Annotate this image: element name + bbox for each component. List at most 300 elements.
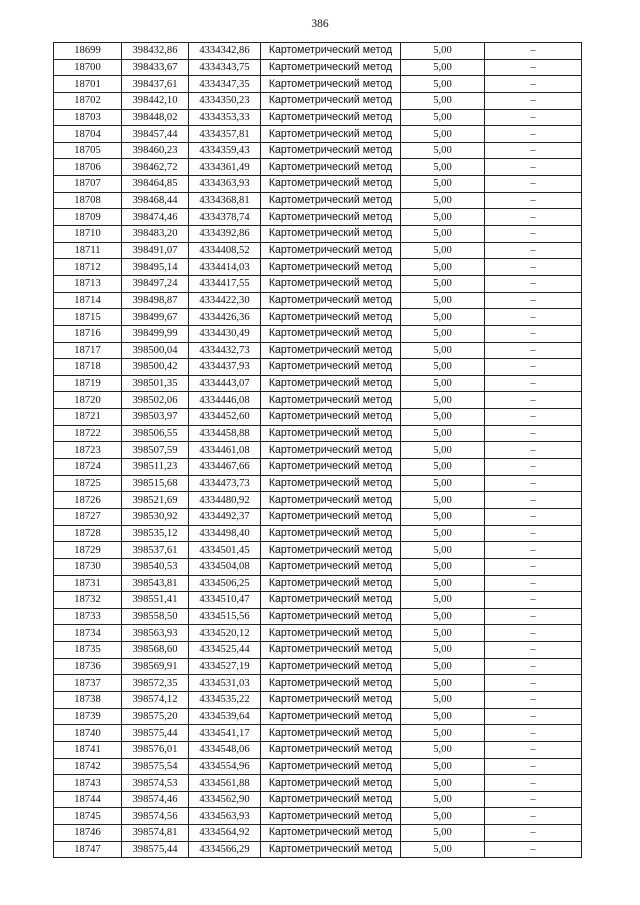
accuracy-cell: 5,00 [401, 176, 485, 193]
x-coordinate-cell: 398575,44 [122, 725, 189, 742]
y-coordinate-cell: 4334353,33 [189, 109, 261, 126]
point-number-cell: 18747 [54, 841, 122, 858]
method-cell: Картометрический метод [261, 142, 401, 159]
y-coordinate-cell: 4334473,73 [189, 475, 261, 492]
accuracy-cell: 5,00 [401, 259, 485, 276]
note-cell: – [485, 459, 582, 476]
x-coordinate-cell: 398543,81 [122, 575, 189, 592]
y-coordinate-cell: 4334566,29 [189, 841, 261, 858]
x-coordinate-cell: 398511,23 [122, 459, 189, 476]
table-row [54, 126, 582, 143]
method-cell: Картометрический метод [261, 176, 401, 193]
table-row [54, 558, 582, 575]
point-number-cell: 18732 [54, 592, 122, 609]
table-row [54, 625, 582, 642]
x-coordinate-cell: 398574,12 [122, 691, 189, 708]
table-row [54, 159, 582, 176]
accuracy-cell: 5,00 [401, 592, 485, 609]
table-row [54, 708, 582, 725]
y-coordinate-cell: 4334343,75 [189, 59, 261, 76]
method-cell: Картометрический метод [261, 392, 401, 409]
table-row [54, 176, 582, 193]
accuracy-cell: 5,00 [401, 558, 485, 575]
y-coordinate-cell: 4334361,49 [189, 159, 261, 176]
accuracy-cell: 5,00 [401, 226, 485, 243]
y-coordinate-cell: 4334561,88 [189, 775, 261, 792]
x-coordinate-cell: 398468,44 [122, 192, 189, 209]
table-row [54, 43, 582, 60]
note-cell: – [485, 558, 582, 575]
method-cell: Картометрический метод [261, 359, 401, 376]
method-cell: Картометрический метод [261, 226, 401, 243]
note-cell: – [485, 259, 582, 276]
accuracy-cell: 5,00 [401, 392, 485, 409]
table-row [54, 242, 582, 259]
point-number-cell: 18731 [54, 575, 122, 592]
table-row [54, 675, 582, 692]
point-number-cell: 18724 [54, 459, 122, 476]
y-coordinate-cell: 4334461,08 [189, 442, 261, 459]
y-coordinate-cell: 4334520,12 [189, 625, 261, 642]
table-row [54, 658, 582, 675]
note-cell: – [485, 625, 582, 642]
point-number-cell: 18736 [54, 658, 122, 675]
y-coordinate-cell: 4334539,64 [189, 708, 261, 725]
note-cell: – [485, 675, 582, 692]
x-coordinate-cell: 398540,53 [122, 558, 189, 575]
table-row [54, 292, 582, 309]
note-cell: – [485, 159, 582, 176]
point-number-cell: 18722 [54, 425, 122, 442]
method-cell: Картометрический метод [261, 691, 401, 708]
y-coordinate-cell: 4334392,86 [189, 226, 261, 243]
y-coordinate-cell: 4334531,03 [189, 675, 261, 692]
accuracy-cell: 5,00 [401, 758, 485, 775]
point-number-cell: 18704 [54, 126, 122, 143]
point-number-cell: 18743 [54, 775, 122, 792]
y-coordinate-cell: 4334446,08 [189, 392, 261, 409]
point-number-cell: 18709 [54, 209, 122, 226]
coordinates-table-body [54, 43, 582, 858]
accuracy-cell: 5,00 [401, 825, 485, 842]
note-cell: – [485, 392, 582, 409]
accuracy-cell: 5,00 [401, 841, 485, 858]
table-row [54, 109, 582, 126]
accuracy-cell: 5,00 [401, 159, 485, 176]
note-cell: – [485, 608, 582, 625]
y-coordinate-cell: 4334527,19 [189, 658, 261, 675]
y-coordinate-cell: 4334564,92 [189, 825, 261, 842]
x-coordinate-cell: 398433,67 [122, 59, 189, 76]
method-cell: Картометрический метод [261, 76, 401, 93]
accuracy-cell: 5,00 [401, 409, 485, 426]
point-number-cell: 18702 [54, 92, 122, 109]
note-cell: – [485, 658, 582, 675]
table-row [54, 359, 582, 376]
y-coordinate-cell: 4334422,30 [189, 292, 261, 309]
accuracy-cell: 5,00 [401, 608, 485, 625]
table-row [54, 725, 582, 742]
method-cell: Картометрический метод [261, 542, 401, 559]
table-row [54, 59, 582, 76]
accuracy-cell: 5,00 [401, 775, 485, 792]
accuracy-cell: 5,00 [401, 242, 485, 259]
x-coordinate-cell: 398574,46 [122, 791, 189, 808]
table-row [54, 841, 582, 858]
point-number-cell: 18745 [54, 808, 122, 825]
table-row [54, 442, 582, 459]
y-coordinate-cell: 4334458,88 [189, 425, 261, 442]
point-number-cell: 18715 [54, 309, 122, 326]
method-cell: Картометрический метод [261, 642, 401, 659]
method-cell: Картометрический метод [261, 608, 401, 625]
y-coordinate-cell: 4334426,36 [189, 309, 261, 326]
table-row [54, 275, 582, 292]
note-cell: – [485, 691, 582, 708]
y-coordinate-cell: 4334467,66 [189, 459, 261, 476]
y-coordinate-cell: 4334359,43 [189, 142, 261, 159]
accuracy-cell: 5,00 [401, 309, 485, 326]
point-number-cell: 18703 [54, 109, 122, 126]
x-coordinate-cell: 398521,69 [122, 492, 189, 509]
method-cell: Картометрический метод [261, 325, 401, 342]
y-coordinate-cell: 4334350,23 [189, 92, 261, 109]
method-cell: Картометрический метод [261, 592, 401, 609]
note-cell: – [485, 725, 582, 742]
x-coordinate-cell: 398464,85 [122, 176, 189, 193]
note-cell: – [485, 142, 582, 159]
x-coordinate-cell: 398483,20 [122, 226, 189, 243]
y-coordinate-cell: 4334378,74 [189, 209, 261, 226]
note-cell: – [485, 409, 582, 426]
point-number-cell: 18706 [54, 159, 122, 176]
accuracy-cell: 5,00 [401, 725, 485, 742]
x-coordinate-cell: 398495,14 [122, 259, 189, 276]
x-coordinate-cell: 398551,41 [122, 592, 189, 609]
note-cell: – [485, 92, 582, 109]
method-cell: Картометрический метод [261, 209, 401, 226]
x-coordinate-cell: 398507,59 [122, 442, 189, 459]
method-cell: Картометрический метод [261, 508, 401, 525]
point-number-cell: 18710 [54, 226, 122, 243]
y-coordinate-cell: 4334554,96 [189, 758, 261, 775]
accuracy-cell: 5,00 [401, 525, 485, 542]
accuracy-cell: 5,00 [401, 76, 485, 93]
x-coordinate-cell: 398515,68 [122, 475, 189, 492]
note-cell: – [485, 109, 582, 126]
point-number-cell: 18712 [54, 259, 122, 276]
method-cell: Картометрический метод [261, 275, 401, 292]
point-number-cell: 18735 [54, 642, 122, 659]
method-cell: Картометрический метод [261, 309, 401, 326]
x-coordinate-cell: 398574,81 [122, 825, 189, 842]
table-row [54, 608, 582, 625]
x-coordinate-cell: 398474,46 [122, 209, 189, 226]
note-cell: – [485, 275, 582, 292]
table-row [54, 592, 582, 609]
note-cell: – [485, 825, 582, 842]
y-coordinate-cell: 4334437,93 [189, 359, 261, 376]
y-coordinate-cell: 4334501,45 [189, 542, 261, 559]
method-cell: Картометрический метод [261, 525, 401, 542]
point-number-cell: 18734 [54, 625, 122, 642]
point-number-cell: 18714 [54, 292, 122, 309]
accuracy-cell: 5,00 [401, 43, 485, 60]
note-cell: – [485, 642, 582, 659]
accuracy-cell: 5,00 [401, 192, 485, 209]
note-cell: – [485, 741, 582, 758]
table-row [54, 92, 582, 109]
x-coordinate-cell: 398530,92 [122, 508, 189, 525]
y-coordinate-cell: 4334432,73 [189, 342, 261, 359]
point-number-cell: 18701 [54, 76, 122, 93]
table-row [54, 542, 582, 559]
x-coordinate-cell: 398437,61 [122, 76, 189, 93]
x-coordinate-cell: 398499,99 [122, 325, 189, 342]
accuracy-cell: 5,00 [401, 109, 485, 126]
y-coordinate-cell: 4334562,90 [189, 791, 261, 808]
method-cell: Картометрический метод [261, 242, 401, 259]
accuracy-cell: 5,00 [401, 425, 485, 442]
y-coordinate-cell: 4334363,93 [189, 176, 261, 193]
note-cell: – [485, 126, 582, 143]
y-coordinate-cell: 4334417,55 [189, 275, 261, 292]
method-cell: Картометрический метод [261, 675, 401, 692]
y-coordinate-cell: 4334414,03 [189, 259, 261, 276]
x-coordinate-cell: 398558,50 [122, 608, 189, 625]
accuracy-cell: 5,00 [401, 292, 485, 309]
note-cell: – [485, 775, 582, 792]
accuracy-cell: 5,00 [401, 59, 485, 76]
table-row [54, 642, 582, 659]
y-coordinate-cell: 4334535,22 [189, 691, 261, 708]
x-coordinate-cell: 398460,23 [122, 142, 189, 159]
method-cell: Картометрический метод [261, 758, 401, 775]
note-cell: – [485, 59, 582, 76]
y-coordinate-cell: 4334510,47 [189, 592, 261, 609]
x-coordinate-cell: 398575,54 [122, 758, 189, 775]
table-row [54, 492, 582, 509]
y-coordinate-cell: 4334443,07 [189, 375, 261, 392]
x-coordinate-cell: 398574,53 [122, 775, 189, 792]
note-cell: – [485, 192, 582, 209]
point-number-cell: 18708 [54, 192, 122, 209]
accuracy-cell: 5,00 [401, 575, 485, 592]
note-cell: – [485, 791, 582, 808]
point-number-cell: 18733 [54, 608, 122, 625]
method-cell: Картометрический метод [261, 658, 401, 675]
method-cell: Картометрический метод [261, 825, 401, 842]
table-row [54, 342, 582, 359]
y-coordinate-cell: 4334492,37 [189, 508, 261, 525]
method-cell: Картометрический метод [261, 442, 401, 459]
x-coordinate-cell: 398499,67 [122, 309, 189, 326]
table-row [54, 226, 582, 243]
accuracy-cell: 5,00 [401, 808, 485, 825]
accuracy-cell: 5,00 [401, 675, 485, 692]
x-coordinate-cell: 398432,86 [122, 43, 189, 60]
point-number-cell: 18744 [54, 791, 122, 808]
note-cell: – [485, 76, 582, 93]
table-row [54, 309, 582, 326]
method-cell: Картометрический метод [261, 475, 401, 492]
accuracy-cell: 5,00 [401, 442, 485, 459]
x-coordinate-cell: 398537,61 [122, 542, 189, 559]
point-number-cell: 18726 [54, 492, 122, 509]
accuracy-cell: 5,00 [401, 325, 485, 342]
x-coordinate-cell: 398442,10 [122, 92, 189, 109]
note-cell: – [485, 176, 582, 193]
x-coordinate-cell: 398457,44 [122, 126, 189, 143]
method-cell: Картометрический метод [261, 43, 401, 60]
note-cell: – [485, 425, 582, 442]
point-number-cell: 18705 [54, 142, 122, 159]
point-number-cell: 18728 [54, 525, 122, 542]
y-coordinate-cell: 4334541,17 [189, 725, 261, 742]
table-row [54, 425, 582, 442]
method-cell: Картометрический метод [261, 126, 401, 143]
accuracy-cell: 5,00 [401, 658, 485, 675]
method-cell: Картометрический метод [261, 459, 401, 476]
point-number-cell: 18713 [54, 275, 122, 292]
accuracy-cell: 5,00 [401, 625, 485, 642]
accuracy-cell: 5,00 [401, 275, 485, 292]
accuracy-cell: 5,00 [401, 126, 485, 143]
accuracy-cell: 5,00 [401, 209, 485, 226]
accuracy-cell: 5,00 [401, 342, 485, 359]
y-coordinate-cell: 4334357,81 [189, 126, 261, 143]
note-cell: – [485, 43, 582, 60]
method-cell: Картометрический метод [261, 775, 401, 792]
x-coordinate-cell: 398491,07 [122, 242, 189, 259]
table-row [54, 741, 582, 758]
x-coordinate-cell: 398576,01 [122, 741, 189, 758]
table-row [54, 808, 582, 825]
accuracy-cell: 5,00 [401, 359, 485, 376]
note-cell: – [485, 292, 582, 309]
table-row [54, 325, 582, 342]
y-coordinate-cell: 4334563,93 [189, 808, 261, 825]
method-cell: Картометрический метод [261, 259, 401, 276]
note-cell: – [485, 325, 582, 342]
accuracy-cell: 5,00 [401, 542, 485, 559]
accuracy-cell: 5,00 [401, 459, 485, 476]
point-number-cell: 18720 [54, 392, 122, 409]
method-cell: Картометрический метод [261, 625, 401, 642]
table-row [54, 392, 582, 409]
accuracy-cell: 5,00 [401, 508, 485, 525]
point-number-cell: 18723 [54, 442, 122, 459]
x-coordinate-cell: 398501,35 [122, 375, 189, 392]
point-number-cell: 18707 [54, 176, 122, 193]
x-coordinate-cell: 398506,55 [122, 425, 189, 442]
accuracy-cell: 5,00 [401, 92, 485, 109]
point-number-cell: 18738 [54, 691, 122, 708]
method-cell: Картометрический метод [261, 59, 401, 76]
y-coordinate-cell: 4334548,06 [189, 741, 261, 758]
method-cell: Картометрический метод [261, 741, 401, 758]
table-row [54, 575, 582, 592]
x-coordinate-cell: 398498,87 [122, 292, 189, 309]
note-cell: – [485, 309, 582, 326]
table-row [54, 409, 582, 426]
point-number-cell: 18719 [54, 375, 122, 392]
note-cell: – [485, 708, 582, 725]
note-cell: – [485, 475, 582, 492]
page-number: 386 [311, 18, 329, 30]
accuracy-cell: 5,00 [401, 708, 485, 725]
method-cell: Картометрический метод [261, 92, 401, 109]
y-coordinate-cell: 4334525,44 [189, 642, 261, 659]
y-coordinate-cell: 4334408,52 [189, 242, 261, 259]
accuracy-cell: 5,00 [401, 142, 485, 159]
point-number-cell: 18716 [54, 325, 122, 342]
point-number-cell: 18725 [54, 475, 122, 492]
y-coordinate-cell: 4334347,35 [189, 76, 261, 93]
note-cell: – [485, 492, 582, 509]
method-cell: Картометрический метод [261, 292, 401, 309]
method-cell: Картометрический метод [261, 808, 401, 825]
x-coordinate-cell: 398448,02 [122, 109, 189, 126]
x-coordinate-cell: 398575,44 [122, 841, 189, 858]
method-cell: Картометрический метод [261, 725, 401, 742]
point-number-cell: 18721 [54, 409, 122, 426]
x-coordinate-cell: 398497,24 [122, 275, 189, 292]
x-coordinate-cell: 398500,42 [122, 359, 189, 376]
point-number-cell: 18739 [54, 708, 122, 725]
accuracy-cell: 5,00 [401, 375, 485, 392]
note-cell: – [485, 242, 582, 259]
table-row [54, 76, 582, 93]
table-row [54, 791, 582, 808]
table-row [54, 758, 582, 775]
x-coordinate-cell: 398563,93 [122, 625, 189, 642]
method-cell: Картометрический метод [261, 558, 401, 575]
x-coordinate-cell: 398574,56 [122, 808, 189, 825]
method-cell: Картометрический метод [261, 375, 401, 392]
accuracy-cell: 5,00 [401, 492, 485, 509]
accuracy-cell: 5,00 [401, 791, 485, 808]
point-number-cell: 18740 [54, 725, 122, 742]
point-number-cell: 18730 [54, 558, 122, 575]
point-number-cell: 18699 [54, 43, 122, 60]
note-cell: – [485, 758, 582, 775]
note-cell: – [485, 508, 582, 525]
table-row [54, 475, 582, 492]
note-cell: – [485, 542, 582, 559]
note-cell: – [485, 841, 582, 858]
method-cell: Картометрический метод [261, 575, 401, 592]
method-cell: Картометрический метод [261, 841, 401, 858]
accuracy-cell: 5,00 [401, 475, 485, 492]
note-cell: – [485, 525, 582, 542]
y-coordinate-cell: 4334368,81 [189, 192, 261, 209]
table-row [54, 192, 582, 209]
method-cell: Картометрический метод [261, 425, 401, 442]
table-row [54, 825, 582, 842]
x-coordinate-cell: 398462,72 [122, 159, 189, 176]
point-number-cell: 18718 [54, 359, 122, 376]
coordinates-table [53, 42, 582, 858]
accuracy-cell: 5,00 [401, 642, 485, 659]
method-cell: Картометрический метод [261, 192, 401, 209]
method-cell: Картометрический метод [261, 409, 401, 426]
table-row [54, 459, 582, 476]
x-coordinate-cell: 398502,06 [122, 392, 189, 409]
y-coordinate-cell: 4334515,56 [189, 608, 261, 625]
table-row [54, 375, 582, 392]
note-cell: – [485, 359, 582, 376]
